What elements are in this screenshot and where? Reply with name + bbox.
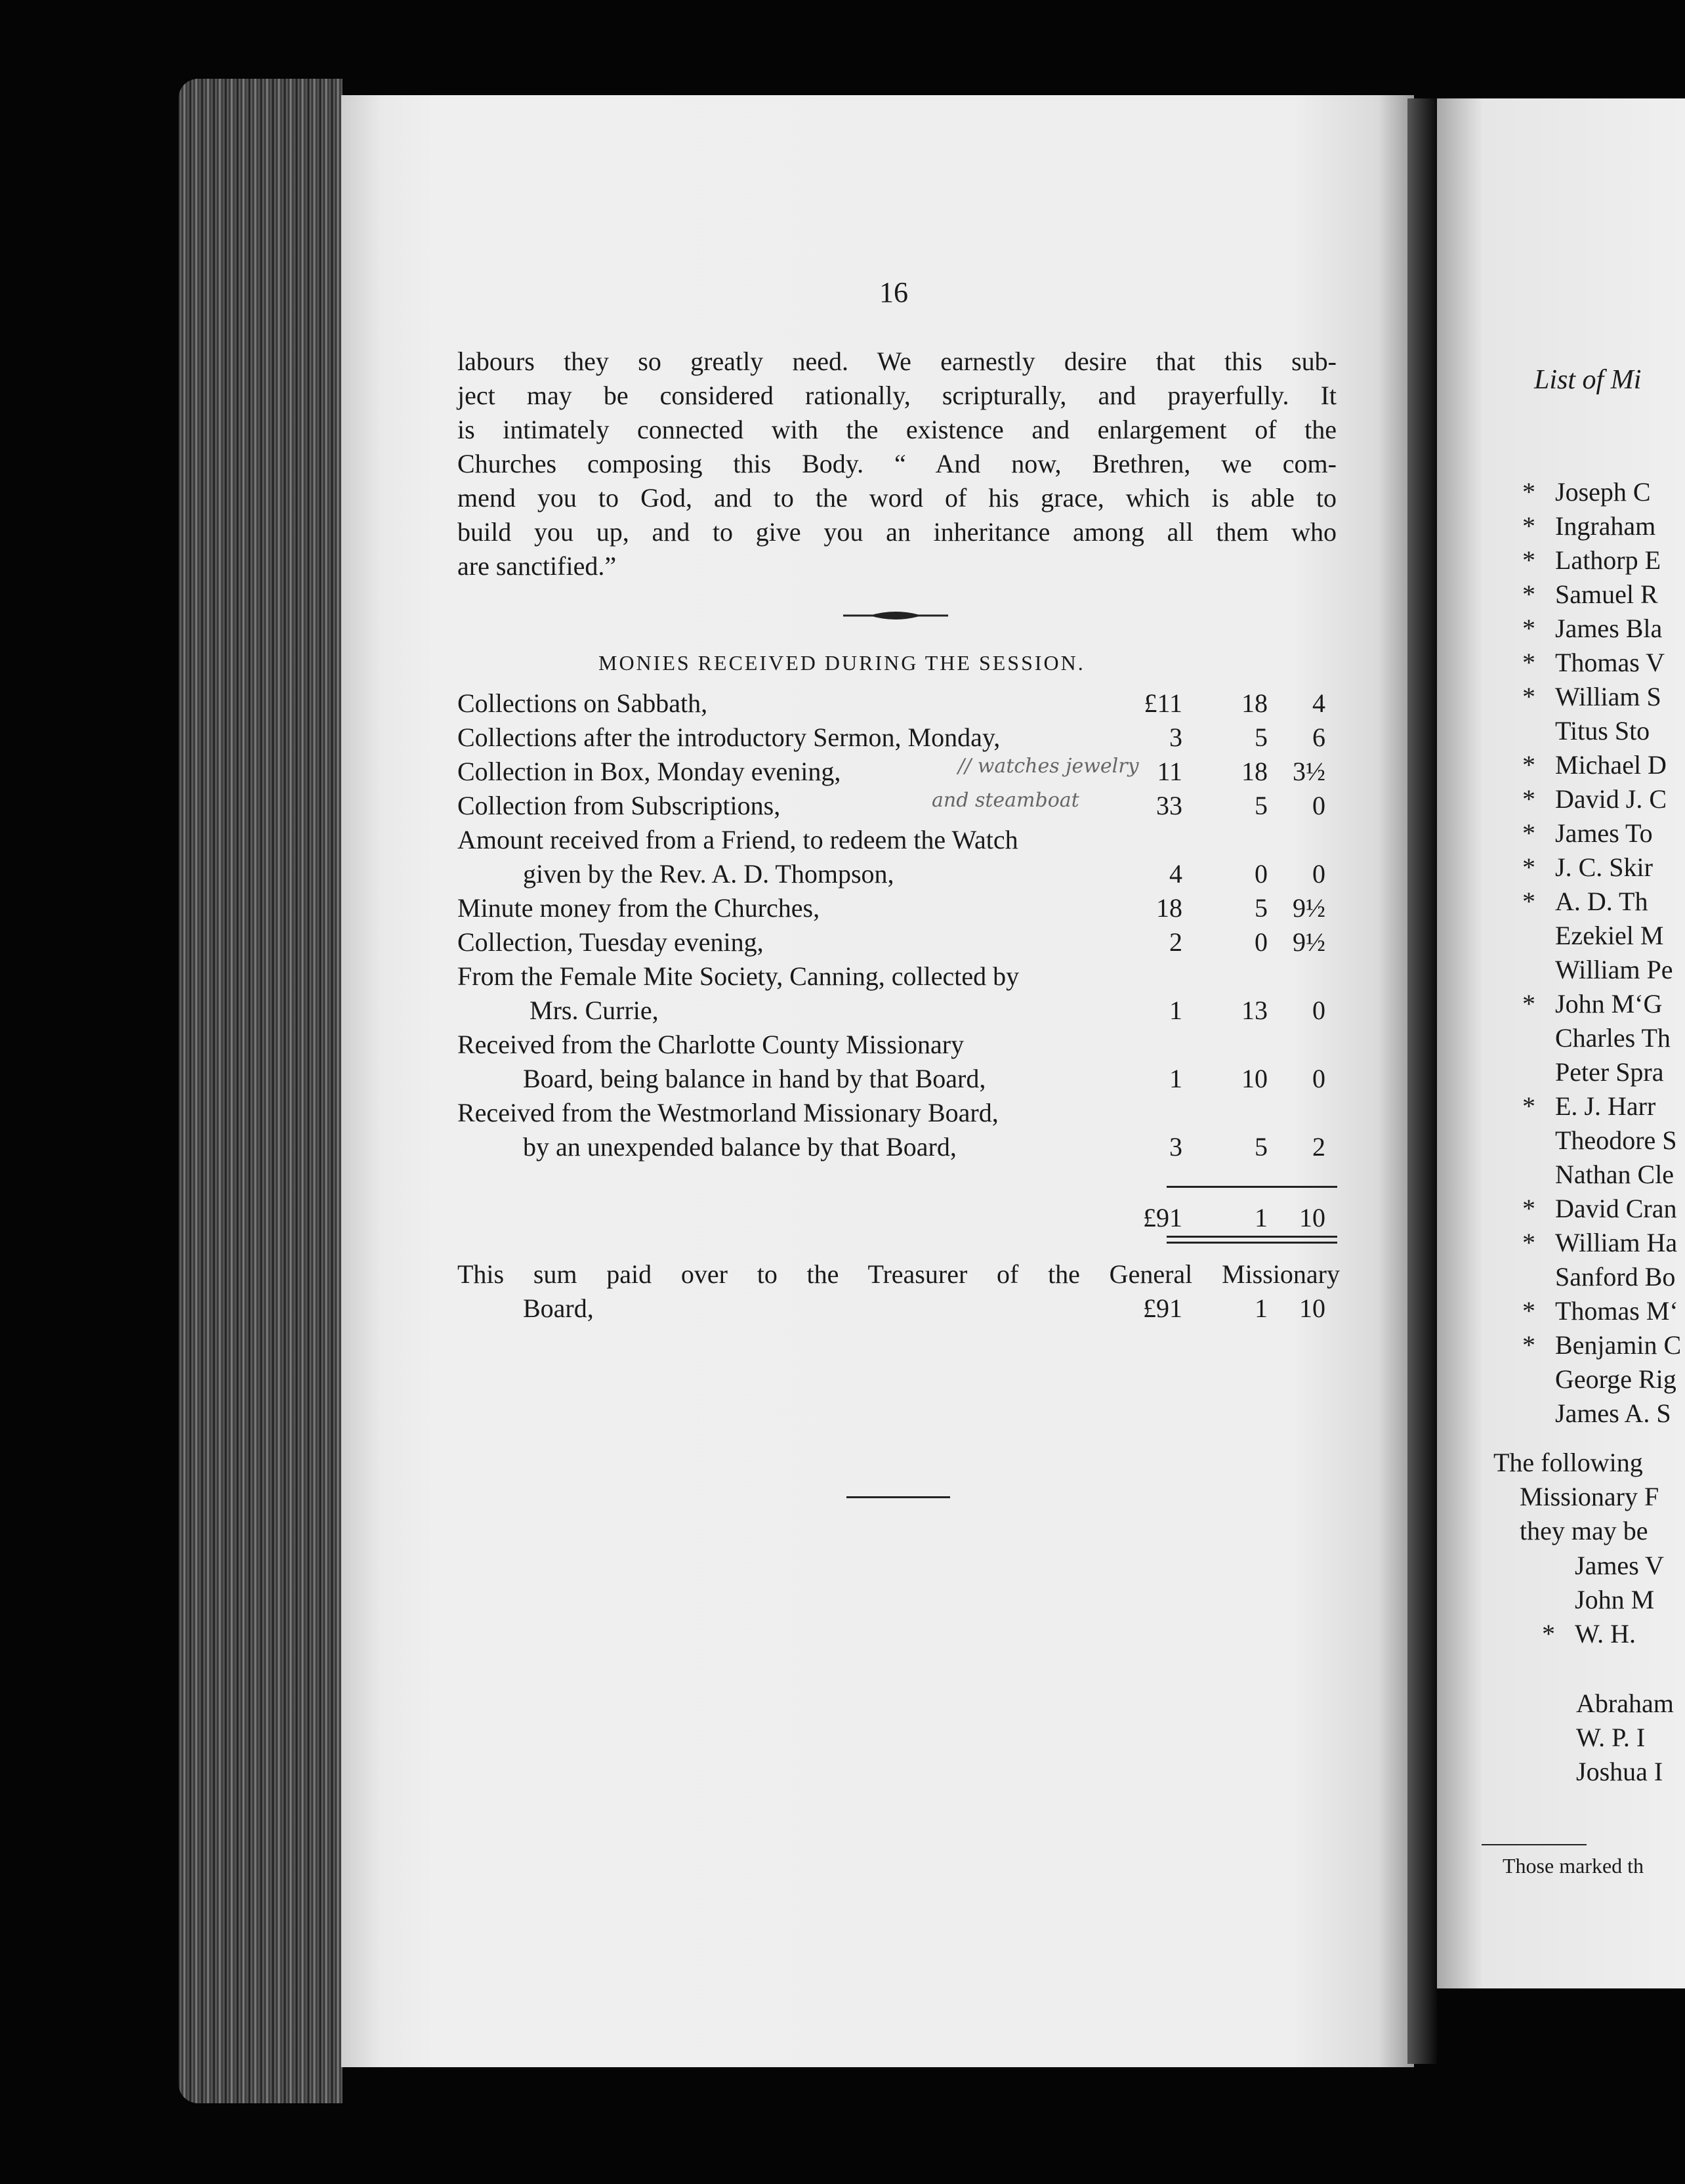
asterisk-mark: * — [1522, 1228, 1535, 1257]
minister-entry — [1522, 543, 1685, 578]
monies-shillings: 0 — [1255, 859, 1268, 889]
asterisk-mark: * — [1522, 477, 1535, 507]
asterisk-mark: * — [1522, 1330, 1535, 1360]
closing-paragraph — [457, 345, 1337, 583]
minister-entry — [1522, 850, 1685, 885]
monies-table — [457, 686, 1340, 1164]
paragraph-line: labours they so greatly need. We earnestly desire that this sub- — [457, 346, 1337, 376]
minister-name: William S — [1555, 682, 1661, 711]
paragraph-line: mend you to God, and to the word of his grace, which is able to — [457, 483, 1337, 513]
minister-name: Titus Sto — [1555, 716, 1650, 746]
total-row — [457, 1201, 1340, 1235]
monies-pence: 9½ — [1293, 893, 1325, 923]
monies-row — [457, 789, 1340, 823]
minister-name: Charles Th — [1555, 1023, 1671, 1053]
monies-description: Collection, Tuesday evening, — [457, 927, 764, 957]
minister-entry — [1522, 1294, 1685, 1328]
closing-line-2: Board, £91 1 10 — [523, 1293, 1325, 1323]
right-page-note — [1493, 1446, 1659, 1548]
monies-pence: 9½ — [1293, 927, 1325, 957]
monies-shillings: 5 — [1255, 791, 1268, 820]
minister-name: E. J. Harr — [1555, 1091, 1656, 1121]
monies-pence: 4 — [1312, 688, 1325, 718]
minister-entry — [1522, 1158, 1685, 1192]
monies-row — [457, 755, 1340, 789]
monies-pence: 6 — [1312, 723, 1325, 752]
monies-pounds: 11 — [1157, 757, 1182, 786]
minister-entry — [1522, 953, 1685, 987]
minister-name: James Bla — [1555, 614, 1663, 643]
monies-description: Collection from Subscriptions, — [457, 791, 781, 820]
minister-entry — [1522, 646, 1685, 680]
note-line: Missionary F — [1520, 1482, 1659, 1511]
minister-name: William Ha — [1555, 1228, 1678, 1257]
paragraph-line: are sanctified.” — [457, 551, 617, 581]
ministers-list — [1522, 475, 1685, 1431]
minister-name: Theodore S — [1555, 1125, 1677, 1155]
minister-entry — [1522, 987, 1685, 1021]
minister-name: Sanford Bo — [1555, 1262, 1676, 1292]
monies-description: Collection in Box, Monday evening, — [457, 757, 841, 786]
monies-pounds: 4 — [1169, 859, 1182, 889]
monies-pence: 0 — [1312, 791, 1325, 820]
asterisk-mark: * — [1522, 648, 1535, 677]
minister-name: Thomas M‘ — [1555, 1296, 1678, 1326]
minister-entry — [1522, 1192, 1685, 1226]
minister-name: Benjamin C — [1555, 1330, 1682, 1360]
monies-pounds: 3 — [1169, 723, 1182, 752]
monies-shillings: 5 — [1255, 893, 1268, 923]
minister-name: David Cran — [1555, 1194, 1677, 1223]
monies-pence: 2 — [1312, 1132, 1325, 1162]
minister-name: Ingraham — [1555, 511, 1656, 541]
asterisk-mark: * — [1522, 682, 1535, 711]
ornament-divider — [843, 608, 948, 623]
minister-entry — [1522, 919, 1685, 953]
missionary-name: Joshua I — [1576, 1757, 1663, 1786]
minister-name: Michael D — [1555, 750, 1667, 780]
total-shillings: 1 — [1255, 1203, 1268, 1232]
closing-line-1: This sum paid over to the Treasurer of the General Missionary — [457, 1259, 1340, 1289]
asterisk-mark: * — [1542, 1619, 1555, 1648]
monies-pence: 0 — [1312, 859, 1325, 889]
minister-entry — [1522, 748, 1685, 782]
total-rule-top — [1167, 1186, 1337, 1188]
monies-pounds: 18 — [1156, 893, 1182, 923]
minister-entry — [1522, 714, 1685, 748]
paragraph-line: build you up, and to give you an inheritance among all them who — [457, 517, 1337, 547]
minister-name: James A. S — [1555, 1398, 1671, 1428]
right-page-content — [1437, 98, 1685, 1988]
asterisk-mark: * — [1522, 887, 1535, 916]
monies-row — [457, 891, 1340, 925]
minister-name: David J. C — [1555, 784, 1667, 814]
minister-name: John M — [1575, 1585, 1655, 1614]
minister-name: Lathorp E — [1555, 545, 1661, 575]
minister-name: Samuel R — [1555, 579, 1658, 609]
monies-shillings: 0 — [1255, 927, 1268, 957]
closing-statement — [457, 1257, 1340, 1326]
book-gutter — [1407, 98, 1437, 2064]
total-row-wrapper — [457, 1201, 1340, 1235]
monies-heading: MONIES RECEIVED DURING THE SESSION. — [598, 651, 1085, 675]
minister-name: A. D. Th — [1555, 887, 1648, 916]
missionary-list — [1542, 1549, 1685, 1651]
minister-entry — [1522, 680, 1685, 714]
minister-name: Joseph C — [1555, 477, 1651, 507]
asterisk-mark: * — [1522, 750, 1535, 780]
asterisk-mark: * — [1522, 852, 1535, 882]
minister-entry — [1522, 1089, 1685, 1124]
minister-name: John M‘G — [1555, 989, 1663, 1018]
monies-shillings: 5 — [1255, 723, 1268, 752]
asterisk-mark: * — [1522, 579, 1535, 609]
minister-entry — [1522, 1362, 1685, 1396]
monies-pence: 0 — [1312, 996, 1325, 1025]
total-pence: 10 — [1299, 1203, 1325, 1232]
minister-entry — [1522, 1124, 1685, 1158]
footnote-rule — [1482, 1844, 1587, 1845]
monies-row — [457, 721, 1340, 755]
asterisk-mark: * — [1522, 818, 1535, 848]
total-rule-bottom — [1167, 1236, 1337, 1238]
monies-row — [457, 857, 1340, 891]
total-pounds: £91 — [1143, 1203, 1182, 1232]
book-page-edges — [178, 79, 343, 2103]
paragraph-line: ject may be considered rationally, scripturally, and prayerfully. It — [457, 381, 1337, 410]
handwritten-note-2: and steamboat — [932, 789, 1079, 812]
monies-pounds: 33 — [1156, 791, 1182, 820]
monies-description: Minute money from the Churches, — [457, 893, 820, 923]
missionary-list-2 — [1576, 1687, 1685, 1789]
monies-row — [457, 1062, 1340, 1096]
monies-pounds: 1 — [1169, 996, 1182, 1025]
minister-entry — [1522, 1328, 1685, 1362]
minister-entry — [1522, 1055, 1685, 1089]
asterisk-mark: * — [1522, 545, 1535, 575]
missionary-name: W. P. I — [1576, 1723, 1646, 1752]
minister-entry — [1522, 1396, 1685, 1431]
minister-entry — [1542, 1617, 1685, 1651]
minister-entry — [1522, 1260, 1685, 1294]
monies-description: Mrs. Currie, — [530, 996, 659, 1025]
footnote: Those marked th — [1503, 1854, 1644, 1878]
monies-description: Collections after the introductory Sermon, Monday, — [457, 723, 1001, 752]
handwritten-note: // watches jewelry — [958, 755, 1139, 778]
monies-description: Board, being balance in hand by that Board, — [523, 1064, 986, 1093]
monies-row — [457, 823, 1340, 857]
minister-entry — [1522, 578, 1685, 612]
minister-entry — [1522, 782, 1685, 816]
monies-pounds: £11 — [1144, 688, 1182, 718]
monies-description: given by the Rev. A. D. Thompson, — [523, 859, 894, 889]
monies-row — [457, 959, 1340, 994]
minister-name: Peter Spra — [1555, 1057, 1664, 1087]
monies-description: by an unexpended balance by that Board, — [523, 1132, 957, 1162]
monies-shillings: 18 — [1241, 757, 1268, 786]
monies-shillings: 18 — [1241, 688, 1268, 718]
monies-pence: 0 — [1312, 1064, 1325, 1093]
minister-name: William Pe — [1555, 955, 1673, 984]
note-line: they may be — [1520, 1516, 1648, 1545]
missionary-name: Abraham — [1576, 1689, 1674, 1718]
minister-name: J. C. Skir — [1555, 852, 1653, 882]
monies-shillings: 5 — [1255, 1132, 1268, 1162]
asterisk-mark: * — [1522, 1194, 1535, 1223]
paragraph-line: Churches composing this Body. “ And now, Brethren, we com- — [457, 449, 1337, 478]
minister-entry — [1522, 1226, 1685, 1260]
monies-description: Collections on Sabbath, — [457, 688, 708, 718]
monies-row — [457, 686, 1340, 721]
end-rule — [846, 1496, 950, 1498]
right-page-title: List of Mi — [1534, 365, 1642, 395]
page-number: 16 — [879, 276, 908, 308]
monies-row — [457, 994, 1340, 1028]
asterisk-mark: * — [1522, 1296, 1535, 1326]
monies-row — [457, 925, 1340, 959]
asterisk-mark: * — [1522, 989, 1535, 1018]
minister-entry — [1522, 816, 1685, 850]
monies-description: Amount received from a Friend, to redeem the Watch — [457, 825, 1018, 854]
monies-shillings: 10 — [1241, 1064, 1268, 1093]
minister-entry — [1522, 475, 1685, 509]
total-rule-bottom-2 — [1167, 1242, 1337, 1244]
minister-name: George Rig — [1555, 1364, 1676, 1394]
minister-entry — [1522, 509, 1685, 543]
monies-pounds: 1 — [1169, 1064, 1182, 1093]
monies-row — [457, 1130, 1340, 1164]
monies-pounds: 3 — [1169, 1132, 1182, 1162]
minister-entry — [1522, 1021, 1685, 1055]
asterisk-mark: * — [1522, 511, 1535, 541]
asterisk-mark: * — [1522, 1091, 1535, 1121]
minister-name: Ezekiel M — [1555, 921, 1664, 950]
paragraph-line: is intimately connected with the existence and enlargement of the — [457, 415, 1337, 444]
monies-shillings: 13 — [1241, 996, 1268, 1025]
minister-entry — [1522, 612, 1685, 646]
note-line: The following — [1493, 1448, 1643, 1477]
monies-description: Received from the Westmorland Missionary Board, — [457, 1098, 999, 1127]
monies-row — [457, 1028, 1340, 1062]
minister-entry — [1542, 1549, 1685, 1583]
minister-name: James V — [1575, 1551, 1664, 1580]
monies-row — [457, 1096, 1340, 1130]
asterisk-mark: * — [1522, 784, 1535, 814]
asterisk-mark: * — [1522, 614, 1535, 643]
monies-pounds: 2 — [1169, 927, 1182, 957]
minister-entry — [1542, 1583, 1685, 1617]
monies-pence: 3½ — [1293, 757, 1325, 786]
monies-description: From the Female Mite Society, Canning, collected by — [457, 961, 1020, 991]
monies-description: Received from the Charlotte County Missionary — [457, 1030, 965, 1059]
minister-entry — [1522, 885, 1685, 919]
minister-name: Nathan Cle — [1555, 1160, 1675, 1189]
minister-name: James To — [1555, 818, 1653, 848]
minister-name: Thomas V — [1555, 648, 1665, 677]
minister-name: W. H. — [1575, 1619, 1636, 1648]
